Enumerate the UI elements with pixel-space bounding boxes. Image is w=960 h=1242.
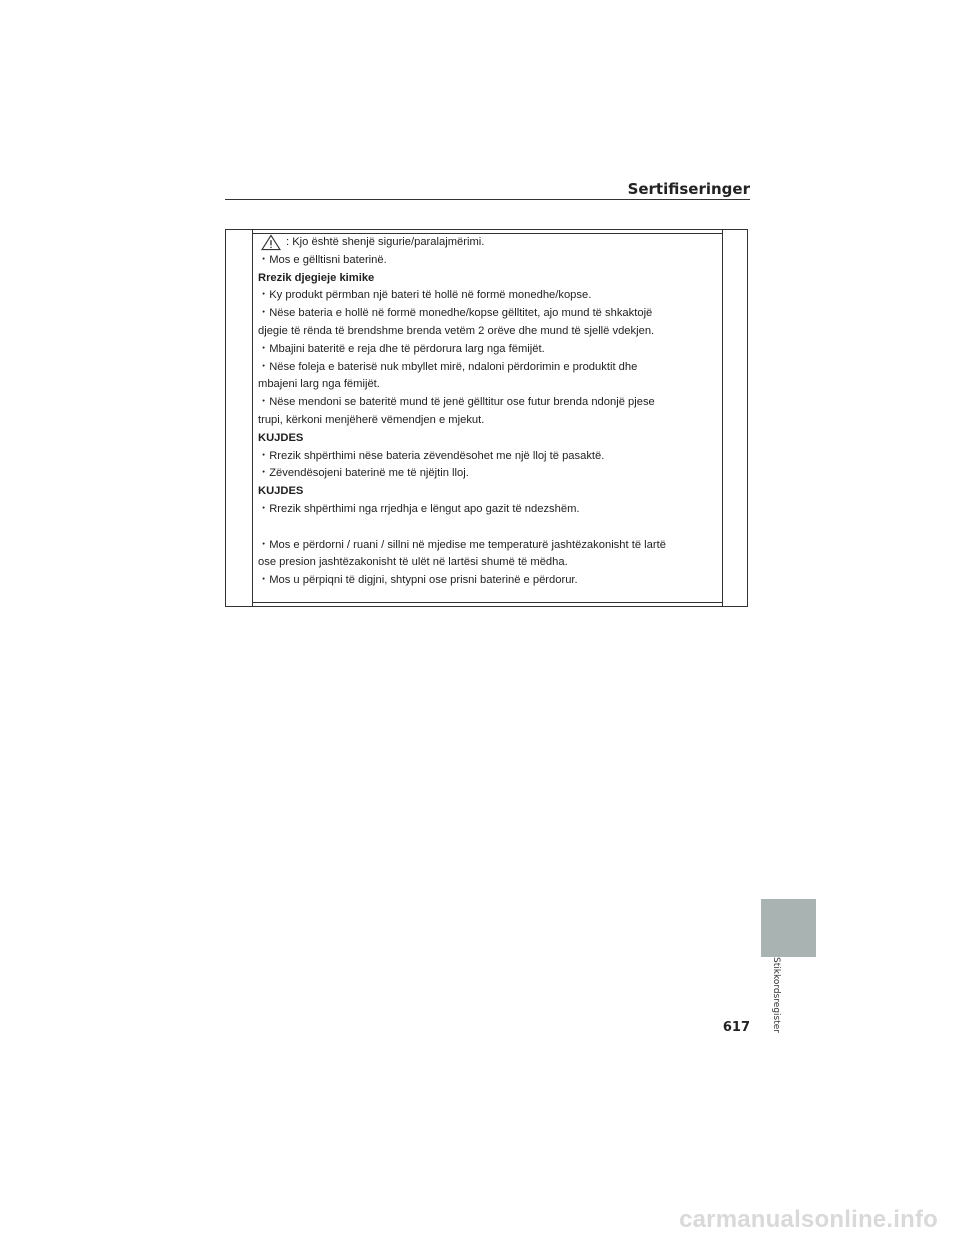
line-text: trupi, kërkoni menjëherë vëmendjen e mjekut. bbox=[258, 413, 485, 426]
line-text: ・Nëse bateria e hollë në formë monedhe/kopse gëlltitet, ajo mund të shkaktojë bbox=[258, 307, 653, 320]
warning-triangle-icon bbox=[260, 234, 282, 251]
warning-text bbox=[258, 234, 720, 590]
line-text: Rrezik djegieje kimike bbox=[258, 271, 375, 284]
line-text: djegie të rënda të brendshme brenda vetëm 2 orëve dhe mund të sjellë vdekjen. bbox=[258, 324, 655, 337]
page-number: 617 bbox=[722, 1020, 750, 1035]
text-line bbox=[258, 252, 720, 270]
text-line bbox=[258, 501, 720, 519]
section-heading bbox=[258, 483, 720, 501]
text-line bbox=[258, 323, 720, 341]
text-line bbox=[258, 412, 720, 430]
line-text: ・Nëse mendoni se bateritë mund të jenë gëlltitur ose futur brenda ndonjë pjese bbox=[258, 396, 655, 409]
section-heading bbox=[258, 430, 720, 448]
page-header-title: Sertifiseringer bbox=[627, 180, 750, 198]
line-text: : Kjo është shenjë sigurie/paralajmërimi. bbox=[286, 236, 485, 248]
text-line bbox=[258, 341, 720, 359]
line-text: ・Ky produkt përmban një bateri të hollë në formë monedhe/kopse. bbox=[258, 289, 592, 302]
warning-symbol-line bbox=[258, 234, 720, 252]
line-text: ose presion jashtëzakonisht të ulët në lartësi shumë të mëdha. bbox=[258, 556, 568, 569]
line-text: ・Rrezik shpërthimi nëse bateria zëvendësohet me një lloj të pasaktë. bbox=[258, 449, 605, 462]
text-line bbox=[258, 572, 720, 590]
text-line bbox=[258, 448, 720, 466]
line-text: KUJDES bbox=[258, 431, 304, 444]
text-line bbox=[258, 305, 720, 323]
header-divider bbox=[225, 199, 750, 200]
warning-box-bottom-rule bbox=[252, 602, 723, 603]
line-text: ・Mbajini bateritë e reja dhe të përdorura larg nga fëmijët. bbox=[258, 342, 545, 355]
text-line bbox=[258, 394, 720, 412]
text-line bbox=[258, 287, 720, 305]
line-text: ・Rrezik shpërthimi nga rrjedhja e lëngut apo gazit të ndezshëm. bbox=[258, 502, 580, 515]
line-text: ・Mos u përpiqni të digjni, shtypni ose prisni baterinë e përdorur. bbox=[258, 574, 578, 587]
side-index-tab bbox=[761, 899, 816, 957]
blank-line bbox=[258, 519, 720, 537]
line-text: ・Mos e gëlltisni baterinë. bbox=[258, 253, 387, 266]
text-line bbox=[258, 376, 720, 394]
line-text: mbajeni larg nga fëmijët. bbox=[258, 378, 380, 391]
text-line bbox=[258, 554, 720, 572]
line-text: ・Zëvendësojeni baterinë me të njëjtin lloj. bbox=[258, 467, 469, 480]
text-line bbox=[258, 537, 720, 555]
side-index-label: Stikkordsregister bbox=[771, 957, 781, 1034]
line-text: ・Nëse foleja e baterisë nuk mbyllet mirë, ndaloni përdorimin e produktit dhe bbox=[258, 360, 638, 373]
text-line bbox=[258, 465, 720, 483]
line-text: KUJDES bbox=[258, 485, 304, 498]
line-text: ・Mos e përdorni / ruani / sillni në mjedise me temperaturë jashtëzakonisht të lartë bbox=[258, 538, 666, 551]
section-heading bbox=[258, 270, 720, 288]
text-line bbox=[258, 359, 720, 377]
watermark: carmanualsonline.info bbox=[679, 1206, 938, 1233]
